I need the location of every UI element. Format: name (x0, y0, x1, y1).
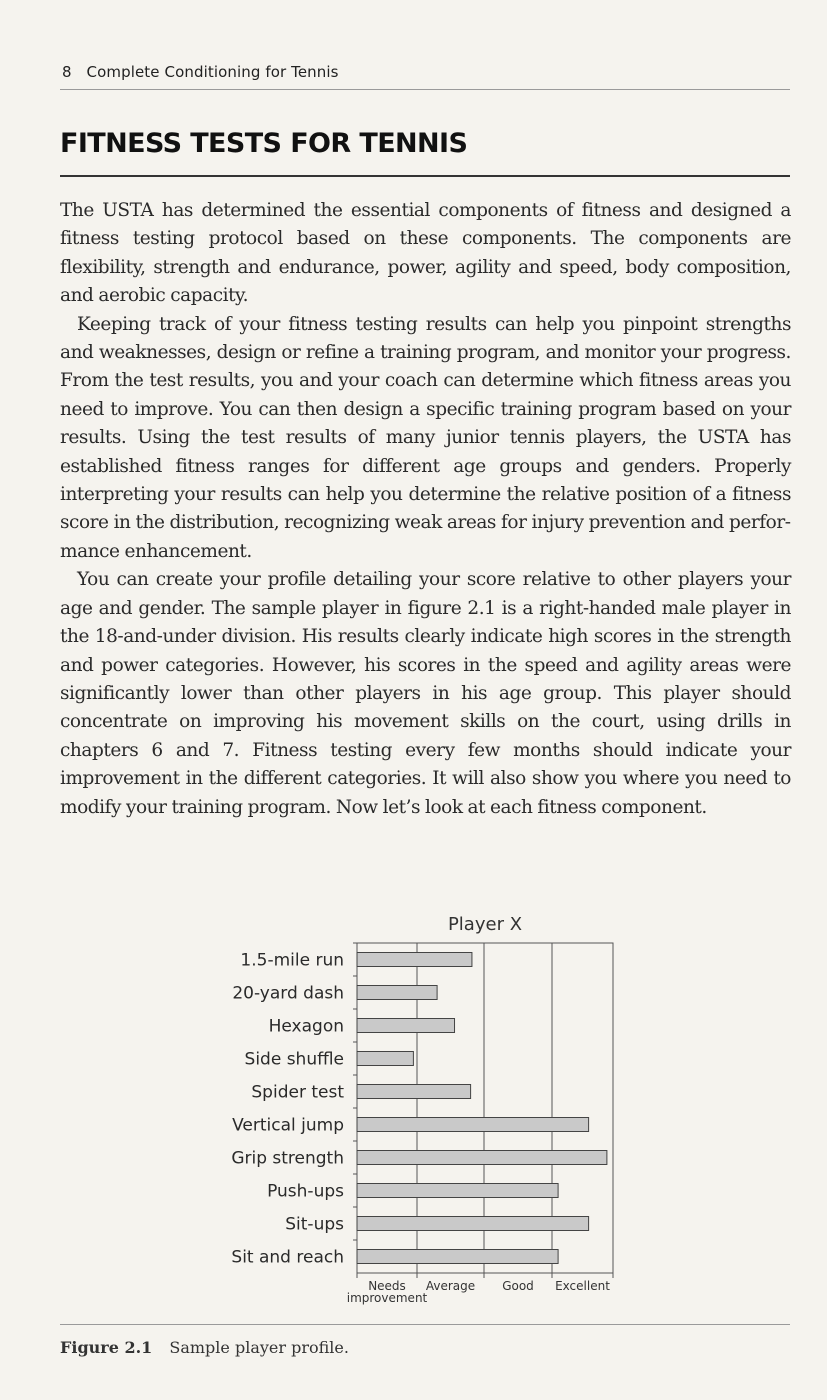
category-label: Sit-ups (285, 1214, 344, 1235)
paragraph: You can create your profile detailing your score relative to other players your age and gender. The sample player in figure 2.1 is a right-handed male player in the 18-and-under division. His results clearly indicate high scores in the strength and power categories. However, his scores in the speed and agility areas were significantly lower than other players in his age group. This player should concentrate on improving his movement skills on the court, using drills in chapters 6 and 7. Fitness testing every few months should indicate your improvement in the different categories. It will also show you where you need to modify your training program. Now let’s look at each fitness component. (60, 569, 791, 818)
paragraph: Keeping track of your fitness testing results can help you pinpoint strengths and weaknesses, design or refine a training program, and monitor your progress. From the test results, you and your coach can determine which fitness areas you need to improve. You can then design a specific training program based on your results. Using the test results of many junior tennis players, the USTA has established fitness ranges for different age groups and genders. Properly interpreting your results can help you determine the relative position of a fitness score in the distribution, recognizing weak areas for injury prevention and performance enhancement. (60, 313, 791, 562)
section-title: FITNESS TESTS FOR TENNIS (60, 128, 468, 159)
bar (357, 1118, 589, 1132)
category-label: Push-ups (267, 1181, 344, 1202)
running-head (62, 63, 339, 81)
bar (357, 986, 437, 1000)
category-label: Vertical jump (232, 1115, 344, 1136)
figure-label: Figure 2.1 (60, 1338, 153, 1357)
bar (357, 1052, 413, 1066)
chart-title: Player X (447, 914, 523, 935)
header-rule (60, 89, 790, 90)
bar (357, 1217, 589, 1231)
bar (357, 1085, 471, 1099)
caption-text: Sample player profile. (169, 1338, 349, 1357)
category-label: Hexagon (268, 1016, 344, 1037)
page-number: 8 (62, 63, 72, 81)
x-tick-label: Excellent (555, 1279, 610, 1293)
category-label: Spider test (251, 1082, 344, 1103)
bar (357, 953, 472, 967)
bar (357, 1019, 455, 1033)
x-tick-label: Needs (368, 1279, 406, 1293)
caption-rule (60, 1324, 790, 1325)
x-tick-label: Average (425, 1279, 476, 1293)
title-rule (60, 175, 790, 177)
category-label: Sit and reach (231, 1247, 344, 1268)
paragraph: The USTA has determined the essential components of fitness and designed a fitness testing protocol based on these components. The components are flexibility, strength and endurance, power, agility and speed, body composition, and aerobic capacity. (60, 200, 791, 307)
figure-caption (60, 1338, 349, 1357)
x-tick-label: Good (502, 1279, 534, 1293)
category-label: Side shuffle (244, 1049, 344, 1070)
category-label: Grip strength (231, 1148, 344, 1169)
bar (357, 1184, 558, 1198)
bar-chart (200, 905, 640, 1305)
bar (357, 1151, 607, 1165)
figure-player-profile (200, 905, 640, 1305)
category-label: 20-yard dash (232, 983, 344, 1004)
body-text (60, 197, 791, 822)
category-label: 1.5-mile run (240, 950, 344, 971)
x-tick-label: improvement (346, 1291, 428, 1305)
book-title: Complete Conditioning for Tennis (86, 63, 339, 81)
bar (357, 1250, 558, 1264)
